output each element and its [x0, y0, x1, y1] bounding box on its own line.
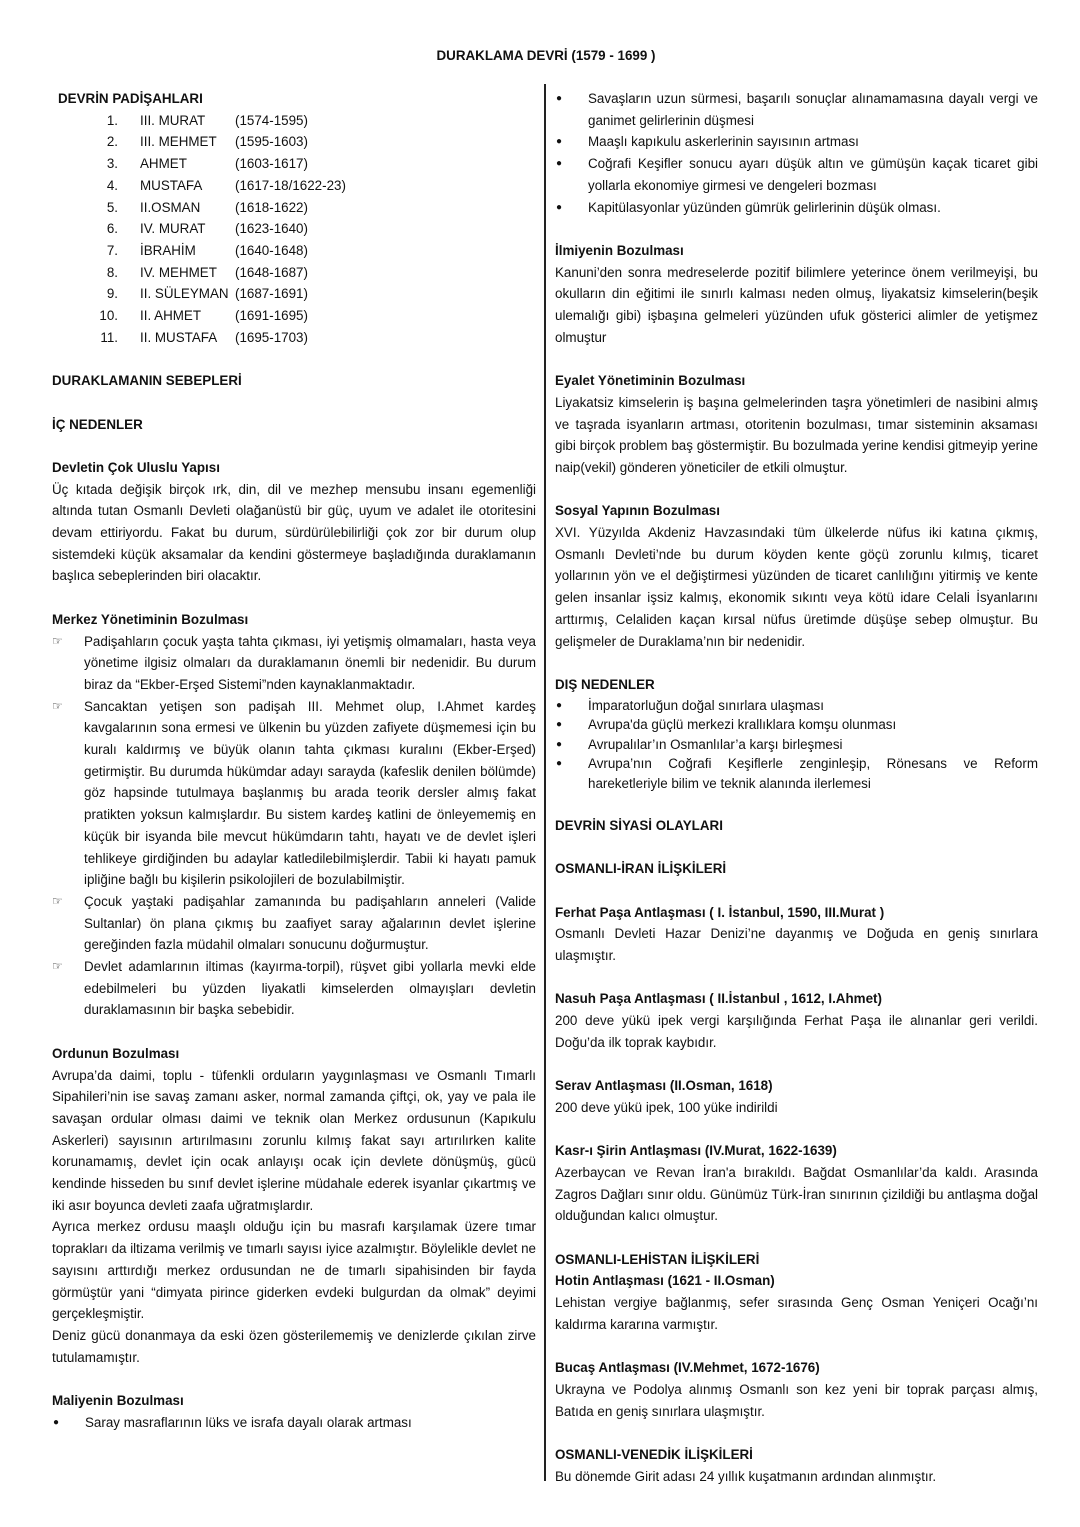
list-item: 5. II.OSMAN (1618-1622): [106, 199, 308, 215]
list-item: 4. MUSTAFA (1617-18/1622-23): [106, 177, 346, 193]
list-item: 10. II. AHMET (1691-1695): [99, 308, 308, 324]
lehistan-heading: OSMANLI-LEHİSTAN İLİŞKİLERİ: [555, 1251, 760, 1267]
maliye-list-left: [52, 1412, 536, 1434]
treaty-name: Ferhat Paşa Antlaşması ( I. İstanbul, 1590, III.Murat ): [555, 904, 885, 920]
treaty-name: Serav Antlaşması (II.Osman, 1618): [555, 1078, 773, 1094]
treaty-text: Ukrayna ve Podolya alınmış Osmanlı son kez yeni bir toprak parçası almış, Batıda en geniş sınırlara ulaşmıştır.: [555, 1381, 1038, 1419]
pointing-hand-icon: ☞: [52, 698, 63, 713]
treaty-name: Hotin Antlaşması (1621 - II.Osman): [555, 1273, 775, 1289]
bullet-icon: ●: [556, 136, 563, 148]
treaty-text: 200 deve yükü ipek vergi karşılığında Ferhat Paşa ile alınanlar geri verildi. Doğu’da ilk toprak kaybıdır.: [555, 1013, 1038, 1050]
right-column: [555, 88, 1038, 1487]
pointing-hand-icon: ☞: [52, 633, 63, 648]
venedik-text: Bu dönemde Girit adası 24 yıllık kuşatmanın ardından alınmıştır.: [555, 1468, 937, 1484]
list-item: 6. IV. MURAT (1623-1640): [106, 221, 308, 237]
sosyal-heading: Sosyal Yapının Bozulması: [555, 503, 720, 519]
treaty-text: Osmanlı Devleti Hazar Denizi’ne dayanmış ve Doğuda en geniş sınırlara ulaşmıştır.: [555, 926, 1038, 963]
list-item: 3. AHMET (1603-1617): [106, 156, 308, 172]
left-column: [52, 88, 536, 1434]
padisah-list: [52, 110, 536, 349]
list-item: 9. II. SÜLEYMAN (1687-1691): [106, 286, 308, 302]
ilmiye-heading: İlmiyenin Bozulması: [555, 242, 684, 258]
merkez-list: [52, 631, 536, 1022]
bullet-icon: ●: [556, 719, 563, 731]
bullet-icon: ●: [556, 699, 563, 711]
sosyal-text: XVI. Yüzyılda Akdeniz Havzasındaki tüm ülkelerde nüfus iki katına çıkmış, Osmanlı Devleti’nde bu durum köyden kente göçü zorunlu kılmış, ticaret yollarının yön ve el değiştirmesi yüzünden de ticaret canlılığını yitirmiş ve kente gelen insanlar işsiz kalmış, ekonomik sıkıntı veya kötü idare Celali İsyanlarını arttırmış, Celaliden kaçan kırsal nüfus üretimde düşüşe sebep olmuştur. Bu gelişmeler de Duraklama’nın bir nedenidir.: [555, 525, 1038, 649]
list-item: 1. III. MURAT (1574-1595): [106, 112, 308, 128]
list-item: 8. IV. MEHMET (1648-1687): [106, 264, 308, 280]
treaty-name: Nasuh Paşa Antlaşması ( II.İstanbul , 1612, I.Ahmet): [555, 991, 882, 1007]
eyalet-text: Liyakatsiz kimselerin iş başına gelmelerinden taşra yönetimleri de nasibini almış ve taşrada isyanların artması, otoritenin bozulması, tımar sisteminin aksaması gibi birçok problem baş göstermiştir. Bu bozulmada yerine kendisi gitmeyip yerine naip(vekil) gönderen yöneticiler de etkili olmuştur.: [555, 394, 1038, 475]
iran-heading: OSMANLI-İRAN İLİŞKİLERİ: [555, 861, 727, 877]
cok-uluslu-heading: Devletin Çok Uluslu Yapısı: [52, 459, 220, 475]
treaty-text: Azerbaycan ve Revan İran'a bırakıldı. Bağdat Osmanlılar’da kaldı. Arasında Zagros Dağları sınır oldu. Günümüz Türk-İran sınırının çizildiği bu antlaşma doğal olduğundan kalıcı olmuştur.: [555, 1164, 1038, 1224]
list-item: ☞ Çocuk yaştaki padişahlar zamanında bu padişahların anneleri (Valide Sultanlar) ön plana çıkmış bu zaafiyet saray ağalarının devlet işlerine gereğinden fazla müdahil olmaları sonucunu doğurmuştur.: [52, 891, 536, 956]
venedik-heading: OSMANLI-VENEDİK İLİŞKİLERİ: [555, 1447, 753, 1463]
siyasi-heading: DEVRİN SİYASİ OLAYLARI: [555, 817, 723, 833]
pointing-hand-icon: ☞: [52, 959, 63, 974]
page-title: DURAKLAMA DEVRİ (1579 - 1699 ): [436, 48, 656, 63]
bullet-icon: ●: [556, 93, 563, 104]
padisahlar-heading: DEVRİN PADİŞAHLARI: [58, 91, 203, 106]
list-item: ☞ Devlet adamlarının iltimas (kayırma-torpil), rüşvet gibi yollarla mevki elde edebilmeleri bu yüzden liyakatli kimselerden olmayışları devletin duraklamasının bir başka sebebidir.: [52, 956, 536, 1021]
list-item: ☞ Sancaktan yetişen son padişah III. Mehmet olup, I.Ahmet kardeş kavgalarının sona ermesi ve ülkenin bu yüzden zafiyete düşmemesi için bu kuralı kaldırmış ve büyük olanın tahta çıkması kuralını (Ekber-Erşed) getirmiştir. Bu durumda hükümdar adayı sarayda (kafeslik denilen bölümde) göz hapsinde tutulmaya başlanmış bu arada teorik dersler almış fakat pratikten yoksun kalmışlardır. Bu sistem kardeş katlini de önleyememiş en küçük bir isyanda bile mevcut hükümdarın tahtı, hayatı ve de devlet işleri tehlikeye girdiğinden bu adaylar katledilebilmişlerdir. Tabii ki hayatı pamuk ipliğine bağlı bu kişilerin psikolojileri de bozulabilmiştir.: [52, 696, 536, 891]
bullet-icon: ●: [53, 1416, 60, 1428]
pointing-hand-icon: ☞: [52, 893, 63, 908]
list-item: ● Kapitülasyonlar yüzünden gümrük gelirlerinin düşük olması.: [555, 197, 1038, 219]
maliye-heading: Maliyenin Bozulması: [52, 1393, 184, 1409]
list-item: ● Maaşlı kapıkulu askerlerinin sayısının artması: [555, 131, 1038, 153]
list-item: ● Savaşların uzun sürmesi, başarılı sonuçlar alınamamasına dayalı vergi ve ganimet gelirlerinin düşmesi: [555, 88, 1038, 131]
treaty-name: Bucaş Antlaşması (IV.Mehmet, 1672-1676): [555, 1360, 820, 1376]
sebepler-heading: DURAKLAMANIN SEBEPLERİ: [52, 373, 242, 389]
bullet-icon: ●: [556, 758, 563, 770]
column-divider: [544, 84, 546, 1481]
bullet-icon: ●: [556, 158, 563, 170]
treaty-text: Lehistan vergiye bağlanmış, sefer sırasında Genç Osman Yeniçeri Ocağı’nı kaldırma kararına varmıştır.: [555, 1295, 1038, 1332]
list-item: ● Coğrafi Keşifler sonucu ayarı düşük altın ve gümüşün kaçak ticaret gibi yollarla ekonomiye girmesi ve dengeleri bozması: [555, 153, 1038, 196]
ordu-paragraph: Ayrıca merkez ordusu maaşlı olduğu için bu masrafı karşılamak üzere tımar toprakları da iltizama verilmiş ve tımarlı sayısı iyice azalmıştır. Böylelikle devlet ne sayısını arttırdığı merkez ordusundan ne de tımarlı sipahisinden bir fayda görmüştür yani “dimyata pirince giderken evdeki bulgurdan da olmak” deyimi gerçekleşmiştir.: [52, 1219, 536, 1322]
list-item: ● Avrupa’nın Coğrafi Keşiflerle zenginleşip, Rönesans ve Reform hareketleriyle bilim ve teknik alanında ilerlemesi: [555, 754, 1038, 793]
ordu-paragraph: Deniz gücü donanmaya da eski özen gösterilememiş ve denizlerde çıkılan zirve tutulamamıştır.: [52, 1328, 536, 1365]
treaty-name: Kasr-ı Şirin Antlaşması (IV.Murat, 1622-1639): [555, 1143, 837, 1159]
list-item: 7. İBRAHİM (1640-1648): [106, 242, 308, 258]
merkez-heading: Merkez Yönetiminin Bozulması: [52, 611, 249, 627]
list-item: ☞ Padişahların çocuk yaşta tahta çıkması, iyi yetişmiş olmamaları, hasta veya yönetime ilgisiz olmaları da duraklamanın önemli bir nedenidir. Bu durum biraz da “Ekber-Erşed Sistemi”nden kaynaklanmaktadır.: [52, 631, 536, 696]
cok-uluslu-text: Üç kıtada değişik birçok ırk, din, dil ve mezhep mensubu insanı egemenliği altında tutan Osmanlı Devleti olağanüstü bir güç, uyum ve adalet ile otoritesini devam ettiriyordu. Fakat bu durum, sürdürülebilirliği çok zor bir durum olup sistemdeki küçük aksamalar da kendini göstermeye başladığında duraklamanın başlıca sebeplerinden biri olacaktır.: [52, 481, 536, 584]
bullet-icon: ●: [556, 201, 563, 213]
list-item: ● Avrupa'da güçlü merkezi krallıklara komşu olunması: [555, 715, 1038, 735]
maliye-list-right: [555, 88, 1038, 218]
bullet-icon: ●: [556, 738, 563, 750]
ordu-heading: Ordunun Bozulması: [52, 1045, 180, 1061]
list-item: 2. III. MEHMET (1595-1603): [106, 134, 308, 150]
list-item: 11. II. MUSTAFA (1695-1703): [100, 329, 308, 345]
treaty-text: 200 deve yükü ipek, 100 yüke indirildi: [555, 1099, 778, 1115]
dis-nedenler-heading: DIŞ NEDENLER: [555, 676, 655, 692]
ic-nedenler-heading: İÇ NEDENLER: [52, 416, 143, 432]
ordu-paragraph: Avrupa’da daimi, toplu - tüfenkli orduların yaygınlaşması ve Osmanlı Tımarlı Sipahileri’nin ise savaş zamanı asker, normal zamanda çiftçi, ok, yay ve pala ile savaşan ordular olması daimi ve teknik olan Merkez ordusunun (Kapıkulu Askerleri) sayısının artırılmasını zorunlu kılmış fakat sayı artırılırken kalite korunamamış, devlet için ocak anlayışı ocak için devlete dönüşmüş, gücü kendinde hisseden bu sınıf devlet işlerine müdahale ederek isyanlar çıkartmış ve iki asır boyunca devleti zaafa uğratmışlardır.: [52, 1067, 536, 1213]
eyalet-heading: Eyalet Yönetiminin Bozulması: [555, 373, 746, 389]
list-item: ● Saray masraflarının lüks ve israfa dayalı olarak artması: [52, 1412, 536, 1434]
ilmiye-text: Kanuni’den sonra medreselerde pozitif bilimlere yeterince önem verilmeyişi, bu okulların din eğitimi ile sınırlı kalması neden olmuş, liyakatsiz kimselerin(beşik ulemalığı gibi) işbaşına gelmeleri yüzünden ufuk gösterici alimler de yetişmez olmuştur: [555, 264, 1038, 345]
list-item: ● İmparatorluğun doğal sınırlara ulaşması: [555, 696, 1038, 716]
dis-nedenler-list: [555, 696, 1038, 794]
list-item: ● Avrupalılar’ın Osmanlılar’a karşı birleşmesi: [555, 735, 1038, 755]
